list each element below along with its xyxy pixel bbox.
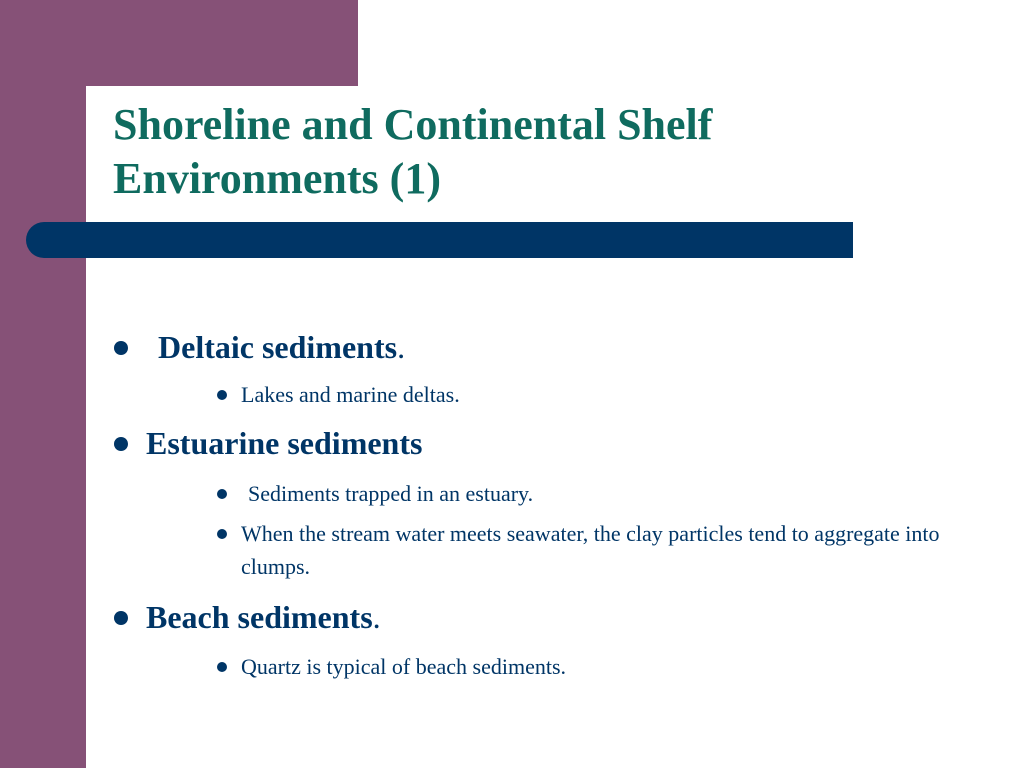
list-item-suffix: .: [397, 329, 406, 365]
slide-title-line-1: Shoreline and Continental Shelf: [113, 100, 713, 149]
sub-item-text: Lakes and marine deltas.: [241, 382, 460, 407]
list-item-estuarine: [114, 424, 422, 462]
sub-item-text: When the stream water meets seawater, the clay particles tend to aggregate into clumps.: [241, 521, 940, 579]
sub-item-quartz: [217, 650, 997, 683]
sub-item-stream-water: [217, 517, 997, 583]
sub-bullet-icon: [217, 662, 227, 672]
list-item-suffix: .: [372, 599, 381, 635]
sub-item-text: Sediments trapped in an estuary.: [248, 481, 534, 506]
list-item-deltaic: [114, 328, 405, 366]
sub-item-text: Quartz is typical of beach sediments.: [241, 654, 567, 679]
bullet-icon: [114, 611, 128, 625]
list-item-beach: [114, 598, 381, 636]
list-item-heading: Deltaic sediments: [158, 329, 398, 365]
sub-bullet-icon: [217, 529, 227, 539]
list-item-heading: Estuarine sediments: [146, 425, 423, 461]
sub-bullet-icon: [217, 489, 227, 499]
sub-bullet-icon: [217, 390, 227, 400]
list-item-heading: Beach sediments: [146, 599, 373, 635]
bullet-icon: [114, 437, 128, 451]
slide-title-line-2: Environments (1): [113, 154, 441, 203]
sub-item-estuary: [217, 477, 997, 510]
sub-item-lakes: [217, 378, 997, 411]
bullet-icon: [114, 341, 128, 355]
